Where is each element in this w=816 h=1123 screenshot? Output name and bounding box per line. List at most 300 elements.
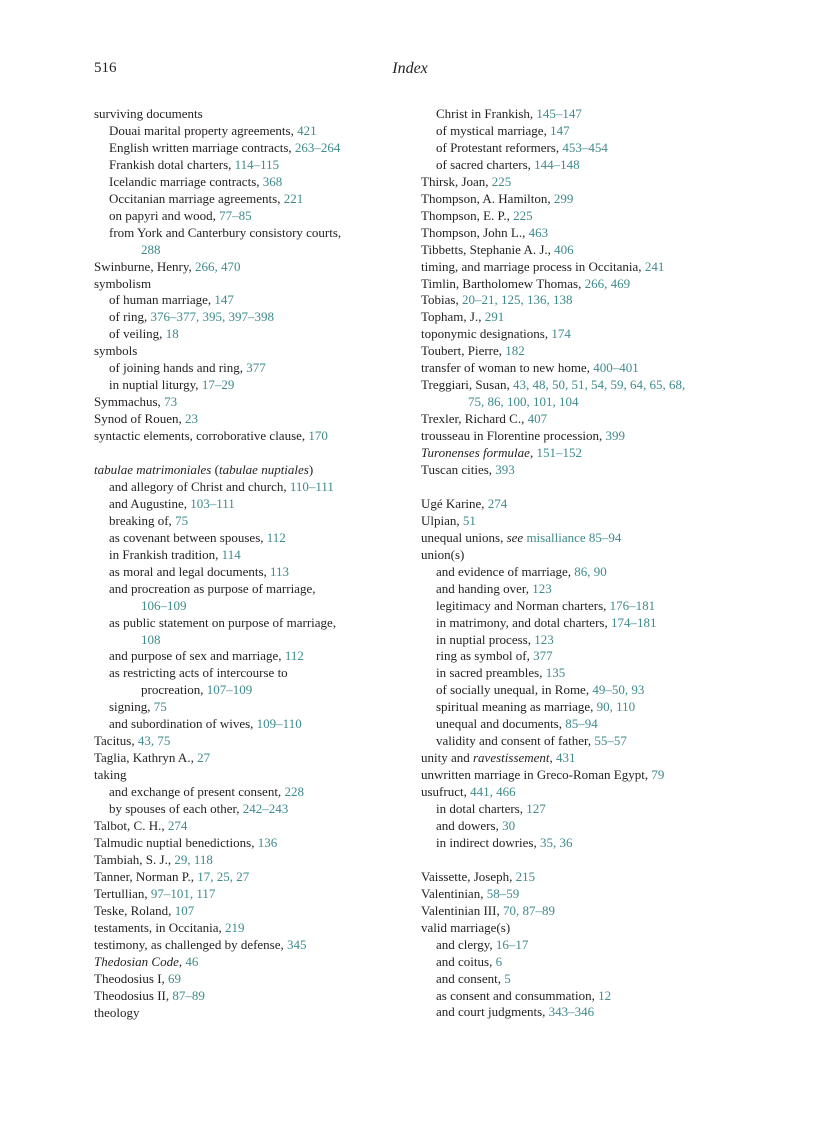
page-references: 215 bbox=[515, 868, 536, 884]
page-references: 393 bbox=[495, 462, 515, 478]
entry-text: and handing over, bbox=[436, 580, 533, 596]
entry-text: symbolism bbox=[94, 275, 152, 291]
page-references: 73 bbox=[164, 394, 178, 410]
page-references: 182 bbox=[505, 343, 525, 359]
entry-text: Synod of Rouen, bbox=[94, 411, 185, 427]
index-subentry bbox=[421, 682, 726, 699]
page-references: 86, 90 bbox=[574, 563, 607, 579]
page-references: 106–109 bbox=[141, 597, 187, 613]
page-references: 77–85 bbox=[219, 207, 252, 223]
index-column-right bbox=[421, 106, 726, 1021]
entry-text: Tobias, bbox=[421, 292, 462, 308]
entry-text: , bbox=[549, 750, 557, 766]
page-references: 113 bbox=[270, 563, 290, 579]
index-entry bbox=[94, 988, 394, 1005]
entry-text: theology bbox=[94, 1004, 140, 1020]
entry-text: Thompson, E. P., bbox=[421, 207, 514, 223]
entry-text: timing, and marriage process in Occitania, bbox=[421, 258, 645, 274]
index-subentry bbox=[421, 971, 726, 988]
entry-text: taking bbox=[94, 767, 127, 783]
index-subentry bbox=[421, 716, 726, 733]
page-references: 35, 36 bbox=[539, 834, 573, 850]
index-subentry bbox=[421, 1004, 726, 1021]
entry-text: Ulpian, bbox=[421, 512, 463, 528]
index-subentry bbox=[421, 140, 726, 157]
entry-text: unequal unions, bbox=[421, 529, 507, 545]
index-subentry bbox=[421, 801, 726, 818]
entry-text: Trexler, Richard C., bbox=[421, 411, 528, 427]
section-gap bbox=[94, 445, 394, 462]
page-references: 43, 48, 50, 51, 54, 59, 64, 65, 68, bbox=[512, 377, 686, 393]
page-references: 174 bbox=[551, 326, 571, 342]
index-entry bbox=[421, 903, 726, 920]
entry-text: Tertullian, bbox=[94, 885, 151, 901]
page-references: 266, 469 bbox=[584, 275, 631, 291]
page-references: 421 bbox=[297, 122, 317, 138]
entry-text: union(s) bbox=[421, 546, 465, 562]
index-subentry bbox=[94, 309, 394, 326]
entry-text: and Augustine, bbox=[109, 495, 191, 511]
index-subentry bbox=[94, 157, 394, 174]
entry-text: symbols bbox=[94, 343, 138, 359]
page-references: 123 bbox=[534, 631, 554, 647]
index-entry bbox=[421, 276, 726, 293]
page-references: 221 bbox=[283, 190, 304, 206]
page-references: 55–57 bbox=[594, 733, 627, 749]
entry-text: , bbox=[178, 953, 186, 969]
index-subentry bbox=[421, 818, 726, 835]
entry-text: trousseau in Florentine procession, bbox=[421, 428, 606, 444]
index-subentry bbox=[94, 716, 394, 733]
entry-text: in indirect dowries, bbox=[436, 834, 540, 850]
index-subentry bbox=[94, 191, 394, 208]
page-references: 5 bbox=[504, 970, 511, 986]
section-gap bbox=[421, 479, 726, 496]
index-entry bbox=[421, 496, 726, 513]
page-references: 241 bbox=[644, 258, 665, 274]
entry-text: as consent and consummation, bbox=[436, 987, 599, 1003]
entry-text: Tambiah, S. J., bbox=[94, 851, 175, 867]
page-references: 75 bbox=[175, 512, 189, 528]
index-subentry bbox=[421, 733, 726, 750]
page-references: 112 bbox=[266, 529, 286, 545]
index-subentry bbox=[421, 106, 726, 123]
page-references: 242–243 bbox=[242, 801, 289, 817]
entry-text: as covenant between spouses, bbox=[109, 529, 267, 545]
page-references: 288 bbox=[141, 241, 161, 257]
entry-text: Theodosius I, bbox=[94, 970, 169, 986]
entry-italic: Thedosian Code bbox=[94, 953, 179, 969]
entry-text: Swinburne, Henry, bbox=[94, 258, 195, 274]
index-subentry bbox=[94, 225, 394, 242]
index-entry bbox=[94, 954, 394, 971]
entry-text: ( bbox=[211, 462, 219, 477]
page-references: 406 bbox=[554, 241, 574, 257]
entry-text: on papyri and wood, bbox=[109, 207, 220, 223]
page-references: 377 bbox=[246, 360, 266, 376]
index-entry bbox=[94, 343, 394, 360]
entry-text: testaments, in Occitania, bbox=[94, 919, 226, 935]
page-references: 114 bbox=[221, 546, 241, 562]
page-references: 170 bbox=[308, 428, 328, 444]
page-number: 516 bbox=[94, 60, 117, 76]
entry-text: as moral and legal documents, bbox=[109, 563, 271, 579]
entry-text: Taglia, Kathryn A., bbox=[94, 750, 198, 766]
entry-text: as restricting acts of intercourse to bbox=[109, 665, 288, 681]
entry-text: Vaissette, Joseph, bbox=[421, 868, 516, 884]
index-entry bbox=[94, 1005, 394, 1022]
entry-text: and procreation as purpose of marriage, bbox=[109, 580, 316, 596]
entry-text: legitimacy and Norman charters, bbox=[436, 597, 610, 613]
index-entry bbox=[421, 174, 726, 191]
entry-text: in nuptial liturgy, bbox=[109, 377, 202, 393]
page-references: 110–111 bbox=[289, 478, 334, 494]
page-references: 274 bbox=[167, 818, 188, 834]
entry-text: valid marriage(s) bbox=[421, 919, 511, 935]
index-entry bbox=[421, 547, 726, 564]
entry-text: usufruct, bbox=[421, 784, 471, 800]
entry-text: Timlin, Bartholomew Thomas, bbox=[421, 275, 585, 291]
page-references: 376–377, 395, 397–398 bbox=[150, 309, 275, 325]
page-references: 69 bbox=[168, 970, 182, 986]
index-entry bbox=[421, 309, 726, 326]
index-entry bbox=[421, 445, 726, 462]
index-subentry bbox=[94, 360, 394, 377]
index-entry bbox=[421, 530, 726, 547]
entry-text: and allegory of Christ and church, bbox=[109, 478, 290, 494]
entry-text: Valentinian III, bbox=[421, 902, 503, 918]
index-subentry bbox=[421, 954, 726, 971]
entry-italic: Turonenses formulae bbox=[421, 445, 530, 461]
index-entry bbox=[421, 513, 726, 530]
page-references: misalliance 85–94 bbox=[526, 529, 622, 545]
index-entry bbox=[421, 208, 726, 225]
entry-text: Treggiari, Susan, bbox=[421, 377, 513, 393]
see-reference: see bbox=[506, 529, 527, 545]
entry-text: of joining hands and ring, bbox=[109, 360, 247, 376]
index-subentry bbox=[94, 699, 394, 716]
page-references: 151–152 bbox=[536, 445, 582, 461]
entry-text: in sacred preambles, bbox=[436, 665, 546, 681]
index-subentry bbox=[94, 648, 394, 665]
index-subentry bbox=[94, 513, 394, 530]
page-references: 46 bbox=[185, 953, 199, 969]
page-references: 43, 75 bbox=[137, 733, 171, 749]
page-references: 29, 118 bbox=[174, 851, 213, 867]
index-entry bbox=[94, 852, 394, 869]
page-references: 345 bbox=[287, 936, 307, 952]
page-references: 343–346 bbox=[548, 1004, 595, 1020]
index-entry bbox=[94, 869, 394, 886]
index-entry bbox=[94, 276, 394, 293]
index-entry bbox=[421, 259, 726, 276]
entry-text: and clergy, bbox=[436, 936, 496, 952]
index-subentry bbox=[94, 615, 394, 632]
index-entry bbox=[94, 920, 394, 937]
page-references: 431 bbox=[556, 750, 576, 766]
entry-text: of human marriage, bbox=[109, 292, 215, 308]
page-references: 228 bbox=[284, 784, 304, 800]
entry-text: Thirsk, Joan, bbox=[421, 173, 492, 189]
index-entry bbox=[94, 767, 394, 784]
index-subentry bbox=[94, 564, 394, 581]
entry-text: validity and consent of father, bbox=[436, 733, 595, 749]
page-references: 107–109 bbox=[206, 682, 253, 698]
entry-text: Thompson, A. Hamilton, bbox=[421, 190, 554, 206]
index-entry bbox=[94, 428, 394, 445]
index-entry bbox=[94, 937, 394, 954]
page-references: 176–181 bbox=[609, 597, 656, 613]
entry-text: Tacitus, bbox=[94, 733, 138, 749]
index-entry bbox=[421, 767, 726, 784]
entry-text: of veiling, bbox=[109, 326, 166, 342]
page-references: 174–181 bbox=[610, 614, 657, 630]
index-subentry bbox=[94, 784, 394, 801]
entry-text: transfer of woman to new home, bbox=[421, 360, 594, 376]
index-subentry bbox=[421, 615, 726, 632]
index-subentry bbox=[94, 801, 394, 818]
entry-text: Symmachus, bbox=[94, 394, 165, 410]
section-gap bbox=[421, 852, 726, 869]
index-entry bbox=[94, 886, 394, 903]
entry-text: Thompson, John L., bbox=[421, 224, 529, 240]
index-entry bbox=[421, 920, 726, 937]
entry-text: and evidence of marriage, bbox=[436, 563, 575, 579]
page-references: 49–50, 93 bbox=[592, 682, 645, 698]
page-references: 291 bbox=[484, 309, 505, 325]
index-entry bbox=[421, 242, 726, 259]
page-references: 123 bbox=[532, 580, 552, 596]
entry-text: testimony, as challenged by defense, bbox=[94, 936, 288, 952]
index-continuation bbox=[94, 682, 394, 699]
page-references: 85–94 bbox=[565, 716, 598, 732]
index-subentry bbox=[421, 699, 726, 716]
entry-text: in Frankish tradition, bbox=[109, 546, 222, 562]
index-entry bbox=[421, 360, 726, 377]
page-references: 407 bbox=[527, 411, 548, 427]
entry-text: toponymic designations, bbox=[421, 326, 552, 342]
page-references: 263–264 bbox=[294, 139, 341, 155]
page-references: 79 bbox=[651, 767, 665, 783]
page-references: 274 bbox=[487, 495, 508, 511]
page-header bbox=[94, 60, 726, 82]
index-continuation bbox=[94, 242, 394, 259]
index-entry bbox=[94, 903, 394, 920]
entry-text: Valentinian, bbox=[421, 885, 487, 901]
index-entry bbox=[421, 191, 726, 208]
index-continuation bbox=[421, 394, 726, 411]
entry-text: in matrimony, and dotal charters, bbox=[436, 614, 611, 630]
index-entry bbox=[421, 377, 726, 394]
index-subentry bbox=[421, 123, 726, 140]
index-subentry bbox=[94, 140, 394, 157]
entry-text: Occitanian marriage agreements, bbox=[109, 190, 284, 206]
entry-text: of socially unequal, in Rome, bbox=[436, 682, 593, 698]
page-references: 6 bbox=[495, 953, 503, 969]
entry-text: Douai marital property agreements, bbox=[109, 122, 298, 138]
entry-text: Tuscan cities, bbox=[421, 462, 496, 478]
entry-text: and coitus, bbox=[436, 953, 496, 969]
page-references: 108 bbox=[141, 631, 161, 647]
entry-text: and subordination of wives, bbox=[109, 716, 257, 732]
entry-text: Talmudic nuptial benedictions, bbox=[94, 834, 258, 850]
entry-text: ring as symbol of, bbox=[436, 648, 534, 664]
page-references: 463 bbox=[528, 224, 549, 240]
page-references: 368 bbox=[262, 173, 283, 189]
entry-text: and purpose of sex and marriage, bbox=[109, 648, 285, 664]
index-subentry bbox=[94, 581, 394, 598]
entry-italic: tabulae nuptiales bbox=[218, 462, 309, 477]
page-references: 97–101, 117 bbox=[150, 885, 216, 901]
entry-text: , bbox=[529, 445, 537, 461]
page-references: 136 bbox=[257, 834, 278, 850]
entry-text: by spouses of each other, bbox=[109, 801, 243, 817]
entry-text: and exchange of present consent, bbox=[109, 784, 285, 800]
entry-text: Tibbetts, Stephanie A. J., bbox=[421, 241, 555, 257]
entry-text: Tanner, Norman P., bbox=[94, 868, 198, 884]
index-entry bbox=[94, 106, 394, 123]
page-references: 441, 466 bbox=[470, 784, 516, 800]
page-references: 75, 86, 100, 101, 104 bbox=[468, 394, 579, 410]
page-references: 377 bbox=[533, 648, 553, 664]
entry-text: in nuptial process, bbox=[436, 631, 535, 647]
index-subentry bbox=[94, 547, 394, 564]
page-references: 147 bbox=[214, 292, 234, 308]
index-subentry bbox=[421, 835, 726, 852]
entry-text: of mystical marriage, bbox=[436, 122, 551, 138]
index-entry bbox=[421, 326, 726, 343]
page-references: 70, 87–89 bbox=[502, 902, 555, 918]
index-entry bbox=[94, 394, 394, 411]
index-subentry bbox=[94, 326, 394, 343]
entry-italic: ravestissement bbox=[473, 750, 550, 766]
page-references: 114–115 bbox=[234, 156, 280, 172]
page-references: 225 bbox=[491, 173, 512, 189]
entry-text: English written marriage contracts, bbox=[109, 139, 295, 155]
index-subentry bbox=[94, 292, 394, 309]
entry-text: Ugé Karine, bbox=[421, 495, 488, 511]
page-references: 299 bbox=[553, 190, 574, 206]
page-references: 18 bbox=[165, 326, 179, 342]
index-entry bbox=[94, 835, 394, 852]
index-subentry bbox=[421, 598, 726, 615]
index-entry bbox=[94, 750, 394, 767]
index-entry bbox=[421, 292, 726, 309]
index-entry bbox=[421, 462, 726, 479]
page-references: 109–110 bbox=[256, 716, 302, 732]
index-subentry bbox=[421, 581, 726, 598]
page-references: 145–147 bbox=[536, 106, 582, 121]
entry-text: Talbot, C. H., bbox=[94, 818, 168, 834]
index-column-left bbox=[94, 106, 394, 1021]
page-references: 23 bbox=[185, 411, 198, 427]
page-references: 20–21, 125, 136, 138 bbox=[461, 292, 573, 308]
index-entry bbox=[421, 343, 726, 360]
entry-text: Christ in Frankish, bbox=[436, 106, 537, 121]
entry-text: signing, bbox=[109, 699, 154, 715]
page-references: 103–111 bbox=[190, 495, 235, 511]
entry-text: surviving documents bbox=[94, 106, 203, 121]
page-references: 135 bbox=[545, 665, 566, 681]
page-references: 144–148 bbox=[534, 156, 580, 172]
index-entry bbox=[421, 750, 726, 767]
entry-text: unequal and documents, bbox=[436, 716, 566, 732]
page-references: 90, 110 bbox=[596, 699, 636, 715]
index-subentry bbox=[94, 208, 394, 225]
entry-text: spiritual meaning as marriage, bbox=[436, 699, 597, 715]
page-references: 266, 470 bbox=[194, 258, 241, 274]
index-subentry bbox=[421, 665, 726, 682]
index-entry bbox=[421, 411, 726, 428]
index-entry bbox=[421, 886, 726, 903]
entry-text: Frankish dotal charters, bbox=[109, 156, 235, 172]
index-subentry bbox=[94, 377, 394, 394]
page-references: 75 bbox=[153, 699, 167, 715]
entry-text: from York and Canterbury consistory courts, bbox=[109, 224, 342, 240]
page-references: 27 bbox=[197, 750, 211, 766]
index-entry bbox=[94, 259, 394, 276]
entry-text: and dowers, bbox=[436, 818, 503, 834]
index-continuation bbox=[94, 632, 394, 649]
entry-text: breaking of, bbox=[109, 512, 176, 528]
page-references: 16–17 bbox=[495, 936, 529, 952]
page-references: 219 bbox=[225, 919, 245, 935]
index-entry bbox=[94, 971, 394, 988]
page-references: 30 bbox=[502, 818, 516, 834]
entry-text: Topham, J., bbox=[421, 309, 485, 325]
index-entry bbox=[94, 411, 394, 428]
entry-text: ) bbox=[308, 462, 314, 477]
page-references: 127 bbox=[526, 801, 546, 817]
running-title: Index bbox=[392, 60, 428, 77]
page-references: 400–401 bbox=[593, 360, 639, 376]
entry-text: and court judgments, bbox=[436, 1004, 549, 1020]
page-references: 51 bbox=[462, 512, 476, 528]
index-subentry bbox=[94, 174, 394, 191]
page-references: 453–454 bbox=[562, 139, 608, 155]
index-continuation bbox=[94, 598, 394, 615]
index-entry bbox=[421, 784, 726, 801]
index-subentry bbox=[94, 479, 394, 496]
index-subentry bbox=[94, 123, 394, 140]
page-references: 17–29 bbox=[201, 377, 235, 393]
index-subentry bbox=[421, 937, 726, 954]
index-subentry bbox=[421, 157, 726, 174]
index-entry bbox=[421, 869, 726, 886]
index-entry bbox=[421, 225, 726, 242]
entry-text: syntactic elements, corroborative clause, bbox=[94, 428, 309, 444]
page-references: 399 bbox=[605, 428, 625, 444]
index-entry bbox=[421, 428, 726, 445]
page-references: 17, 25, 27 bbox=[197, 868, 250, 884]
index-entry bbox=[94, 462, 394, 479]
entry-text: of sacred charters, bbox=[436, 156, 535, 172]
page-references: 107 bbox=[174, 902, 195, 918]
entry-text: Theodosius II, bbox=[94, 987, 173, 1003]
entry-text: unwritten marriage in Greco-Roman Egypt, bbox=[421, 767, 652, 783]
page-references: 112 bbox=[284, 648, 304, 664]
index-subentry bbox=[421, 564, 726, 581]
index-subentry bbox=[94, 665, 394, 682]
index-subentry bbox=[421, 648, 726, 665]
index-subentry bbox=[94, 530, 394, 547]
page-references: 225 bbox=[513, 207, 533, 223]
entry-text: in dotal charters, bbox=[436, 801, 527, 817]
entry-text: Teske, Roland, bbox=[94, 902, 175, 918]
entry-text: unity and bbox=[421, 750, 473, 766]
page-references: 87–89 bbox=[172, 987, 205, 1003]
page-references: 12 bbox=[598, 987, 612, 1003]
